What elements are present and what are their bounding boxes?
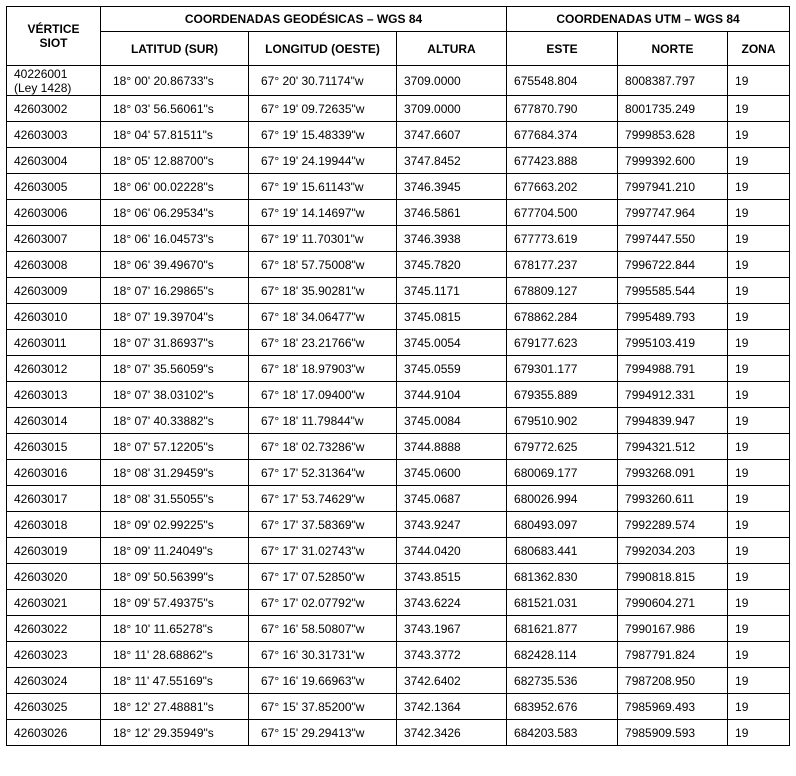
cell-latitud: 18° 10' 11.65278"s (101, 616, 249, 642)
cell-vertice (7, 616, 101, 642)
header-latitud: LATITUD (SUR) (101, 32, 249, 66)
cell-latitud: 18° 06' 00.02228"s (101, 174, 249, 200)
cell-este: 682428.114 (507, 642, 618, 668)
cell-latitud: 18° 11' 28.68862"s (101, 642, 249, 668)
vertice-id: 42603011 (14, 335, 67, 350)
cell-norte: 7997447.550 (618, 226, 728, 252)
header-altura: ALTURA (397, 32, 507, 66)
cell-vertice (7, 304, 101, 330)
cell-latitud: 18° 07' 16.29865"s (101, 278, 249, 304)
table-row (7, 486, 790, 512)
cell-longitud: 67° 20' 30.71174"w (249, 66, 397, 96)
header-longitud: LONGITUD (OESTE) (249, 32, 397, 66)
vertice-id: 42603019 (14, 543, 68, 558)
cell-zona: 19 (728, 486, 790, 512)
table-row (7, 356, 790, 382)
header-row-2 (7, 32, 790, 66)
cell-latitud: 18° 09' 11.24049"s (101, 538, 249, 564)
cell-este: 678862.284 (507, 304, 618, 330)
cell-altura: 3746.5861 (397, 200, 507, 226)
cell-zona: 19 (728, 694, 790, 720)
vertice-id: 42603021 (14, 595, 68, 610)
cell-este: 679772.625 (507, 434, 618, 460)
coordinates-table (6, 6, 790, 746)
cell-altura: 3745.0815 (397, 304, 507, 330)
cell-norte: 7997747.964 (618, 200, 728, 226)
vertice-id: 42603020 (14, 569, 68, 584)
table-row (7, 408, 790, 434)
cell-zona: 19 (728, 642, 790, 668)
cell-vertice (7, 122, 101, 148)
cell-latitud: 18° 09' 02.99225"s (101, 512, 249, 538)
table-row (7, 148, 790, 174)
cell-norte: 7993260.611 (618, 486, 728, 512)
table-row (7, 642, 790, 668)
table-row (7, 512, 790, 538)
table-row (7, 200, 790, 226)
cell-vertice (7, 590, 101, 616)
cell-altura: 3709.0000 (397, 66, 507, 96)
cell-latitud: 18° 07' 31.86937"s (101, 330, 249, 356)
cell-latitud: 18° 07' 57.12205"s (101, 434, 249, 460)
cell-zona: 19 (728, 668, 790, 694)
table-row (7, 304, 790, 330)
cell-longitud: 67° 18' 17.09400"w (249, 382, 397, 408)
cell-latitud: 18° 08' 31.55055"s (101, 486, 249, 512)
cell-vertice (7, 382, 101, 408)
vertice-id: 42603018 (14, 517, 68, 532)
cell-norte: 8001735.249 (618, 96, 728, 122)
cell-latitud: 18° 06' 39.49670"s (101, 252, 249, 278)
cell-este: 679177.623 (507, 330, 618, 356)
header-row-1 (7, 7, 790, 32)
cell-latitud: 18° 12' 27.48881"s (101, 694, 249, 720)
cell-zona: 19 (728, 512, 790, 538)
cell-zona: 19 (728, 304, 790, 330)
cell-vertice (7, 538, 101, 564)
cell-latitud: 18° 06' 16.04573"s (101, 226, 249, 252)
cell-norte: 7990167.986 (618, 616, 728, 642)
vertice-id: 42603025 (14, 699, 68, 714)
cell-este: 681521.031 (507, 590, 618, 616)
cell-altura: 3745.0600 (397, 460, 507, 486)
cell-zona: 19 (728, 382, 790, 408)
cell-longitud: 67° 18' 02.73286"w (249, 434, 397, 460)
cell-longitud: 67° 17' 53.74629"w (249, 486, 397, 512)
cell-zona: 19 (728, 122, 790, 148)
cell-este: 678809.127 (507, 278, 618, 304)
cell-zona: 19 (728, 408, 790, 434)
cell-altura: 3745.0084 (397, 408, 507, 434)
cell-norte: 8008387.797 (618, 66, 728, 96)
cell-altura: 3709.0000 (397, 96, 507, 122)
cell-latitud: 18° 00' 20.86733"s (101, 66, 249, 96)
cell-este: 677423.888 (507, 148, 618, 174)
cell-zona: 19 (728, 356, 790, 382)
cell-longitud: 67° 17' 02.07792"w (249, 590, 397, 616)
cell-altura: 3742.1364 (397, 694, 507, 720)
cell-longitud: 67° 16' 30.31731"w (249, 642, 397, 668)
cell-zona: 19 (728, 616, 790, 642)
cell-norte: 7985909.593 (618, 720, 728, 746)
cell-altura: 3743.1967 (397, 616, 507, 642)
table-row (7, 66, 790, 96)
cell-norte: 7993268.091 (618, 460, 728, 486)
cell-longitud: 67° 18' 18.97903"w (249, 356, 397, 382)
cell-vertice (7, 694, 101, 720)
cell-longitud: 67° 18' 35.90281"w (249, 278, 397, 304)
cell-altura: 3745.0559 (397, 356, 507, 382)
vertice-note: (Ley 1428) (14, 81, 72, 95)
cell-latitud: 18° 03' 56.56061"s (101, 96, 249, 122)
cell-altura: 3743.3772 (397, 642, 507, 668)
header-geodesicas: COORDENADAS GEODÉSICAS – WGS 84 (101, 7, 507, 32)
vertice-id: 42603002 (14, 101, 68, 116)
cell-zona: 19 (728, 174, 790, 200)
cell-longitud: 67° 19' 24.19944"w (249, 148, 397, 174)
cell-longitud: 67° 19' 15.48339"w (249, 122, 397, 148)
cell-altura: 3742.6402 (397, 668, 507, 694)
table-row (7, 278, 790, 304)
vertice-id: 42603014 (14, 413, 68, 428)
cell-longitud: 67° 15' 37.85200"w (249, 694, 397, 720)
table-row (7, 174, 790, 200)
cell-zona: 19 (728, 278, 790, 304)
cell-zona: 19 (728, 252, 790, 278)
cell-zona: 19 (728, 564, 790, 590)
vertice-id: 42603006 (14, 205, 68, 220)
cell-latitud: 18° 07' 40.33882"s (101, 408, 249, 434)
cell-norte: 7994912.331 (618, 382, 728, 408)
cell-norte: 7985969.493 (618, 694, 728, 720)
table-row (7, 382, 790, 408)
cell-longitud: 67° 15' 29.29413"w (249, 720, 397, 746)
vertice-id: 42603023 (14, 647, 68, 662)
cell-latitud: 18° 12' 29.35949"s (101, 720, 249, 746)
cell-vertice (7, 66, 101, 96)
cell-vertice (7, 96, 101, 122)
cell-vertice (7, 434, 101, 460)
cell-vertice (7, 486, 101, 512)
cell-este: 679355.889 (507, 382, 618, 408)
table-row (7, 122, 790, 148)
vertice-id: 42603005 (14, 179, 68, 194)
cell-latitud: 18° 07' 35.56059"s (101, 356, 249, 382)
cell-norte: 7994988.791 (618, 356, 728, 382)
cell-latitud: 18° 09' 57.49375"s (101, 590, 249, 616)
cell-altura: 3743.8515 (397, 564, 507, 590)
vertice-id: 42603015 (14, 439, 68, 454)
cell-vertice (7, 356, 101, 382)
cell-este: 680026.994 (507, 486, 618, 512)
header-norte: NORTE (618, 32, 728, 66)
table-row (7, 668, 790, 694)
table-row (7, 96, 790, 122)
table-row (7, 460, 790, 486)
cell-norte: 7990604.271 (618, 590, 728, 616)
cell-vertice (7, 408, 101, 434)
cell-vertice (7, 226, 101, 252)
cell-altura: 3743.9247 (397, 512, 507, 538)
cell-altura: 3745.7820 (397, 252, 507, 278)
cell-longitud: 67° 16' 58.50807"w (249, 616, 397, 642)
cell-latitud: 18° 06' 06.29534"s (101, 200, 249, 226)
cell-zona: 19 (728, 66, 790, 96)
cell-norte: 7987208.950 (618, 668, 728, 694)
table-row (7, 694, 790, 720)
cell-este: 679510.902 (507, 408, 618, 434)
vertice-id: 42603017 (14, 491, 68, 506)
table-row (7, 330, 790, 356)
cell-vertice (7, 148, 101, 174)
cell-latitud: 18° 05' 12.88700"s (101, 148, 249, 174)
table-row (7, 616, 790, 642)
cell-zona: 19 (728, 200, 790, 226)
cell-vertice (7, 720, 101, 746)
cell-latitud: 18° 04' 57.81511"s (101, 122, 249, 148)
cell-este: 677773.619 (507, 226, 618, 252)
cell-este: 683952.676 (507, 694, 618, 720)
cell-altura: 3745.1171 (397, 278, 507, 304)
vertice-id: 40226001 (14, 67, 68, 81)
cell-este: 677684.374 (507, 122, 618, 148)
cell-este: 680069.177 (507, 460, 618, 486)
cell-este: 675548.804 (507, 66, 618, 96)
header-este: ESTE (507, 32, 618, 66)
vertice-id: 42603022 (14, 621, 68, 636)
cell-norte: 7999853.628 (618, 122, 728, 148)
table-row (7, 564, 790, 590)
cell-zona: 19 (728, 460, 790, 486)
vertice-id: 42603009 (14, 283, 68, 298)
cell-este: 677663.202 (507, 174, 618, 200)
cell-este: 679301.177 (507, 356, 618, 382)
cell-longitud: 67° 17' 07.52850"w (249, 564, 397, 590)
table-row (7, 226, 790, 252)
cell-longitud: 67° 18' 11.79844"w (249, 408, 397, 434)
cell-norte: 7995585.544 (618, 278, 728, 304)
cell-longitud: 67° 18' 34.06477"w (249, 304, 397, 330)
vertice-id: 42603004 (14, 153, 68, 168)
cell-latitud: 18° 08' 31.29459"s (101, 460, 249, 486)
table-row (7, 590, 790, 616)
cell-vertice (7, 512, 101, 538)
cell-latitud: 18° 09' 50.56399"s (101, 564, 249, 590)
cell-zona: 19 (728, 330, 790, 356)
cell-vertice (7, 668, 101, 694)
vertice-id: 42603007 (14, 231, 68, 246)
cell-longitud: 67° 19' 14.14697"w (249, 200, 397, 226)
table-row (7, 252, 790, 278)
vertice-id: 42603010 (14, 309, 68, 324)
cell-zona: 19 (728, 720, 790, 746)
cell-altura: 3742.3426 (397, 720, 507, 746)
vertice-id: 42603026 (14, 725, 68, 740)
vertice-id: 42603016 (14, 465, 68, 480)
cell-norte: 7994321.512 (618, 434, 728, 460)
cell-altura: 3744.9104 (397, 382, 507, 408)
cell-longitud: 67° 19' 15.61143"w (249, 174, 397, 200)
header-utm: COORDENADAS UTM – WGS 84 (507, 7, 790, 32)
cell-este: 678177.237 (507, 252, 618, 278)
cell-vertice (7, 564, 101, 590)
cell-norte: 7997941.210 (618, 174, 728, 200)
cell-longitud: 67° 19' 09.72635"w (249, 96, 397, 122)
cell-latitud: 18° 07' 38.03102"s (101, 382, 249, 408)
vertice-id: 42603012 (14, 361, 68, 376)
cell-latitud: 18° 11' 47.55169"s (101, 668, 249, 694)
cell-longitud: 67° 18' 23.21766"w (249, 330, 397, 356)
cell-latitud: 18° 07' 19.39704"s (101, 304, 249, 330)
cell-zona: 19 (728, 226, 790, 252)
cell-altura: 3747.8452 (397, 148, 507, 174)
cell-norte: 7994839.947 (618, 408, 728, 434)
cell-este: 680683.441 (507, 538, 618, 564)
cell-vertice (7, 200, 101, 226)
table-row (7, 434, 790, 460)
vertice-id: 42603013 (14, 387, 68, 402)
cell-vertice (7, 252, 101, 278)
cell-longitud: 67° 19' 11.70301"w (249, 226, 397, 252)
cell-zona: 19 (728, 148, 790, 174)
cell-este: 682735.536 (507, 668, 618, 694)
cell-longitud: 67° 16' 19.66963"w (249, 668, 397, 694)
cell-vertice (7, 642, 101, 668)
cell-norte: 7987791.824 (618, 642, 728, 668)
cell-longitud: 67° 17' 31.02743"w (249, 538, 397, 564)
cell-vertice (7, 460, 101, 486)
cell-este: 681621.877 (507, 616, 618, 642)
cell-altura: 3746.3938 (397, 226, 507, 252)
cell-vertice (7, 174, 101, 200)
cell-vertice (7, 278, 101, 304)
header-vertice: VÉRTICE SIOT (7, 7, 101, 66)
cell-norte: 7995489.793 (618, 304, 728, 330)
cell-este: 680493.097 (507, 512, 618, 538)
cell-altura: 3745.0687 (397, 486, 507, 512)
cell-altura: 3743.6224 (397, 590, 507, 616)
cell-zona: 19 (728, 434, 790, 460)
cell-altura: 3746.3945 (397, 174, 507, 200)
cell-norte: 7999392.600 (618, 148, 728, 174)
cell-longitud: 67° 17' 52.31364"w (249, 460, 397, 486)
cell-norte: 7992289.574 (618, 512, 728, 538)
coordinates-table-wrapper (6, 6, 790, 746)
vertice-id: 42603024 (14, 673, 68, 688)
cell-altura: 3744.8888 (397, 434, 507, 460)
cell-altura: 3747.6607 (397, 122, 507, 148)
cell-este: 677704.500 (507, 200, 618, 226)
cell-altura: 3745.0054 (397, 330, 507, 356)
header-zona: ZONA (728, 32, 790, 66)
vertice-id: 42603008 (14, 257, 68, 272)
cell-zona: 19 (728, 590, 790, 616)
cell-este: 681362.830 (507, 564, 618, 590)
cell-zona: 19 (728, 96, 790, 122)
cell-norte: 7990818.815 (618, 564, 728, 590)
cell-este: 677870.790 (507, 96, 618, 122)
table-body (7, 66, 790, 746)
cell-este: 684203.583 (507, 720, 618, 746)
cell-vertice (7, 330, 101, 356)
cell-altura: 3744.0420 (397, 538, 507, 564)
cell-zona: 19 (728, 538, 790, 564)
cell-longitud: 67° 18' 57.75008"w (249, 252, 397, 278)
cell-norte: 7992034.203 (618, 538, 728, 564)
cell-norte: 7995103.419 (618, 330, 728, 356)
vertice-id: 42603003 (14, 127, 68, 142)
cell-longitud: 67° 17' 37.58369"w (249, 512, 397, 538)
cell-norte: 7996722.844 (618, 252, 728, 278)
table-row (7, 720, 790, 746)
table-row (7, 538, 790, 564)
